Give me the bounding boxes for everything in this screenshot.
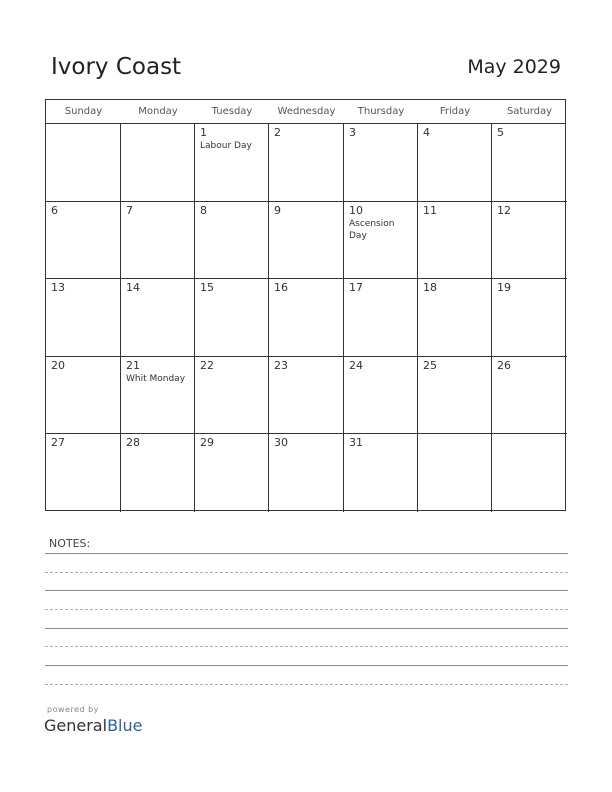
month-year-title: May 2029 (467, 56, 561, 78)
day-cell (492, 124, 567, 202)
day-number: 2 (274, 126, 281, 139)
day-number: 11 (423, 203, 437, 217)
day-cell (344, 202, 418, 280)
day-cell (418, 279, 492, 357)
day-number: 6 (51, 203, 58, 217)
day-cell (121, 434, 195, 512)
day-cell (492, 202, 567, 280)
day-number: 8 (200, 203, 207, 217)
day-cell (269, 434, 344, 512)
day-cell (344, 357, 418, 435)
generalblue-logo (44, 716, 142, 735)
brand-general: General (44, 716, 108, 735)
notes-line (45, 572, 568, 573)
day-number: 18 (423, 281, 437, 295)
day-number: 14 (126, 281, 140, 295)
day-cell (46, 357, 121, 435)
day-cell (46, 434, 121, 512)
weekday-friday: Friday (439, 106, 471, 117)
day-cell (121, 279, 195, 357)
day-cell (121, 124, 195, 202)
day-number: 1 (200, 126, 207, 139)
weekday-tuesday: Tuesday (211, 106, 253, 117)
day-cell (195, 357, 269, 435)
notes-line (45, 553, 568, 554)
weekday-monday: Monday (138, 106, 178, 117)
day-number: 13 (51, 281, 65, 295)
day-cell (46, 124, 121, 202)
day-number: 12 (497, 203, 511, 217)
day-number: 15 (200, 281, 214, 295)
weekday-saturday: Saturday (506, 106, 553, 117)
day-number: 23 (274, 358, 288, 372)
day-cell (344, 279, 418, 357)
day-number: 30 (274, 436, 288, 450)
day-number: 22 (200, 358, 214, 372)
notes-label: NOTES: (49, 537, 91, 550)
day-number: 20 (51, 358, 65, 372)
day-cell (418, 357, 492, 435)
day-number: 28 (126, 436, 140, 450)
day-number: 9 (274, 203, 281, 217)
day-number: 19 (497, 281, 511, 295)
weekday-thursday: Thursday (357, 106, 405, 117)
day-number: 31 (349, 436, 363, 450)
day-cell (344, 124, 418, 202)
day-cell (269, 279, 344, 357)
day-cell (492, 434, 567, 512)
day-number: 25 (423, 358, 437, 372)
day-cell (195, 279, 269, 357)
day-cell (418, 202, 492, 280)
day-cell (195, 124, 269, 202)
notes-line (45, 665, 568, 666)
day-number: 21 (126, 358, 140, 372)
day-cell (269, 124, 344, 202)
notes-line (45, 646, 568, 647)
weekday-header-row (46, 100, 565, 124)
notes-line (45, 628, 568, 629)
holiday-label: Whit Monday (126, 373, 186, 384)
day-cell (46, 202, 121, 280)
day-cell (269, 202, 344, 280)
day-number: 7 (126, 203, 133, 217)
day-number: 4 (423, 126, 430, 139)
notes-line (45, 590, 568, 591)
day-number: 16 (274, 281, 288, 295)
day-number: 29 (200, 436, 214, 450)
day-cell (121, 202, 195, 280)
day-cell (418, 124, 492, 202)
calendar-grid (45, 99, 566, 511)
day-cell (121, 357, 195, 435)
day-cell (418, 434, 492, 512)
weekday-sunday: Sunday (64, 106, 103, 117)
holiday-label: Labour Day (200, 141, 252, 151)
weekday-wednesday: Wednesday (277, 106, 336, 117)
day-number: 27 (51, 436, 65, 450)
day-number: 3 (349, 126, 356, 139)
day-number: 10 (349, 203, 363, 217)
day-cell (344, 434, 418, 512)
country-title: Ivory Coast (51, 54, 182, 80)
day-cell (195, 434, 269, 512)
day-cell (46, 279, 121, 357)
day-cell (492, 357, 567, 435)
powered-by-text: powered by (47, 705, 99, 714)
day-number: 26 (497, 358, 511, 372)
notes-line (45, 609, 568, 610)
holiday-label: Ascension Day (349, 218, 395, 241)
day-number: 17 (349, 281, 363, 295)
day-cell (195, 202, 269, 280)
day-number: 24 (349, 358, 363, 372)
notes-line (45, 684, 568, 685)
day-cell (269, 357, 344, 435)
brand-blue: Blue (107, 716, 143, 735)
day-number: 5 (497, 126, 504, 139)
day-cell (492, 279, 567, 357)
